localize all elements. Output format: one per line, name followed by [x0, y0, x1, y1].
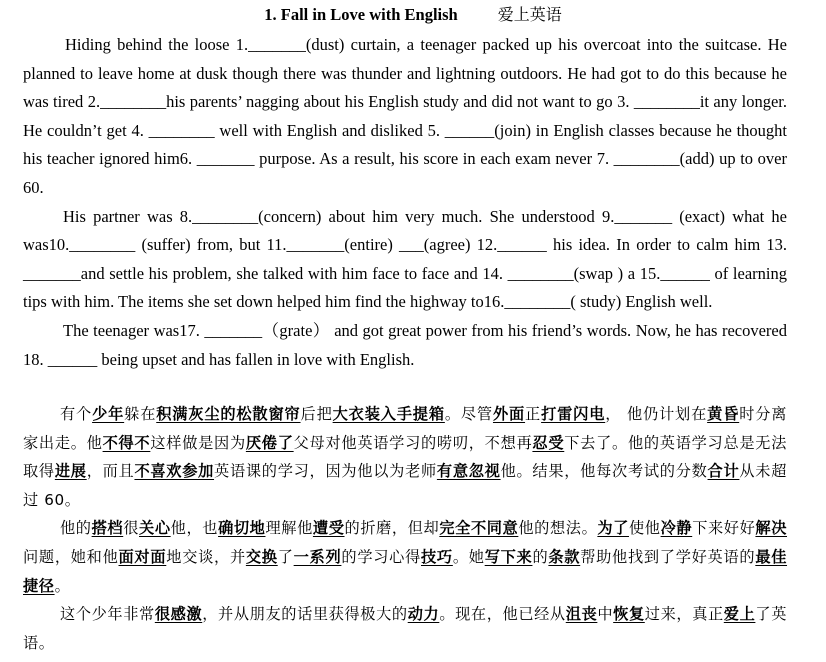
text-segment: 后把 — [300, 405, 333, 423]
text-segment: 从未超过 60。 — [23, 462, 787, 509]
key-phrase: 积满灰尘的松散窗帘 — [156, 405, 301, 423]
english-paragraph-2: His partner was 8.________(concern) about him very much. She understood 9._______ (exact) what he was10.________ (suffer) from, but 11._______(entire) ___(agree) 12.______ his idea. In order to calm him 13. _______and settle his problem, she talked with him face to face and 14. ________(swap ) a 15.______ of learning tips with him. The items she set down helped him find the highway to16.________( study) English well. — [23, 206, 787, 312]
text-segment: 问题，她和他 — [23, 547, 119, 566]
key-phrase: 搭档 — [91, 519, 124, 538]
text-segment: 他的 — [60, 519, 92, 538]
key-phrase: 外面 — [492, 405, 526, 423]
text-segment: 时分离家出走。他 — [23, 405, 788, 452]
text-segment: 的折磨，但却 — [344, 519, 440, 538]
page-title — [0, 4, 826, 26]
chinese-paragraph-3 — [23, 600, 787, 657]
title-english: 1. Fall in Love with English — [264, 5, 458, 24]
text-segment: 这个少年非常 — [60, 605, 155, 624]
text-segment: ， 他仍计划在 — [605, 405, 708, 423]
key-phrase: 忍受 — [532, 433, 565, 452]
key-phrase: 冷静 — [660, 519, 693, 538]
text-segment: ，并从朋友的话里获得极大的 — [202, 605, 408, 624]
key-phrase: 交换 — [245, 547, 278, 566]
key-phrase: 打雷闪电 — [541, 405, 606, 423]
text-segment: 这样做是因为 — [150, 433, 246, 452]
key-phrase: 关心 — [139, 519, 171, 538]
english-passage — [23, 31, 787, 374]
text-segment: 他，也 — [170, 519, 219, 538]
key-phrase: 技巧 — [421, 547, 453, 566]
key-phrase: 遭受 — [312, 519, 345, 538]
english-paragraph-3: The teenager was17. _______（grate） and got great power from his friend’s words. Now, he has recovered 18. ______ being upset and has fallen in love with English. — [23, 320, 787, 369]
text-segment: 。现在，他已经从 — [439, 605, 566, 624]
key-phrase: 为了 — [597, 519, 629, 538]
key-phrase: 写下来 — [484, 547, 533, 566]
text-segment: 很 — [123, 519, 140, 538]
key-phrase: 进展 — [54, 462, 87, 481]
text-segment: ，而且 — [86, 462, 135, 481]
text-segment: 父母对他英语学习的唠叨，不想再 — [293, 433, 533, 452]
key-phrase: 条款 — [548, 547, 581, 566]
text-segment: 。尽管 — [444, 405, 493, 423]
text-segment: 下去了。他的英语学习总是无法取得 — [23, 433, 787, 481]
key-phrase: 很感激 — [154, 605, 203, 624]
key-phrase: 厌倦了 — [245, 433, 294, 452]
text-segment: 中 — [597, 605, 614, 624]
key-phrase: 少年 — [92, 405, 125, 423]
text-segment: 他。结果，他每次考试的分数 — [500, 462, 708, 481]
key-phrase: 最佳捷径 — [23, 547, 788, 595]
key-phrase: 不得不 — [102, 433, 151, 452]
key-phrase: 爱上 — [723, 605, 756, 624]
text-segment: 躲在 — [124, 405, 157, 423]
text-segment: 。 — [54, 576, 71, 595]
text-segment: 有个 — [60, 405, 93, 423]
title-chinese: 爱上英语 — [497, 5, 562, 24]
key-phrase: 完全不同意 — [439, 519, 519, 538]
key-phrase: 不喜欢参加 — [134, 462, 215, 481]
key-phrase: 解决 — [755, 519, 788, 538]
chinese-paragraph-2 — [23, 514, 787, 600]
key-phrase: 有意忽视 — [436, 462, 501, 481]
text-segment: 了 — [277, 547, 294, 566]
key-phrase: 黄昏 — [707, 405, 740, 423]
text-segment: 正 — [525, 405, 542, 423]
text-segment: 英语课的学习，因为他以为老师 — [214, 462, 437, 481]
key-phrase: 面对面 — [118, 547, 167, 566]
chinese-paragraph-1 — [23, 400, 787, 514]
key-phrase: 大衣装入手提箱 — [332, 405, 445, 423]
text-segment: 的 — [532, 547, 549, 566]
key-phrase: 合计 — [707, 462, 740, 481]
text-segment: 帮助他找到了学好英语的 — [580, 547, 756, 566]
key-phrase: 恢复 — [613, 605, 645, 624]
key-phrase: 确切地 — [218, 519, 266, 538]
text-segment: 下来好好 — [692, 519, 756, 538]
text-segment: 使他 — [628, 519, 661, 538]
text-segment: 过来，真正 — [644, 605, 724, 624]
text-segment: 理解他 — [265, 519, 313, 538]
text-segment: 地交谈，并 — [166, 547, 246, 566]
text-segment: 。她 — [452, 547, 485, 566]
key-phrase: 动力 — [407, 605, 440, 624]
english-paragraph-1: Hiding behind the loose 1._______(dust) curtain, a teenager packed up his overcoat into the suitcase. He planned to leave home at dusk though there was thunder and lightning outdoors. He had got to do this because he was tired 2.________his parents’ nagging about his English study and did not want to go 3. ________it any longer. He couldn’t get 4. ________ well with English and disliked 5. ______(join) in English classes because he thought his teacher ignored him6. _______ purpose. As a result, his score in each exam never 7. ________(add) up to over 60. — [23, 35, 787, 197]
text-segment: 的学习心得 — [341, 547, 421, 566]
text-segment: 他的想法。 — [518, 519, 598, 538]
key-phrase: 一系列 — [293, 547, 342, 566]
chinese-translation — [23, 400, 787, 657]
key-phrase: 沮丧 — [565, 605, 598, 624]
text-segment: 了英语。 — [23, 605, 787, 652]
